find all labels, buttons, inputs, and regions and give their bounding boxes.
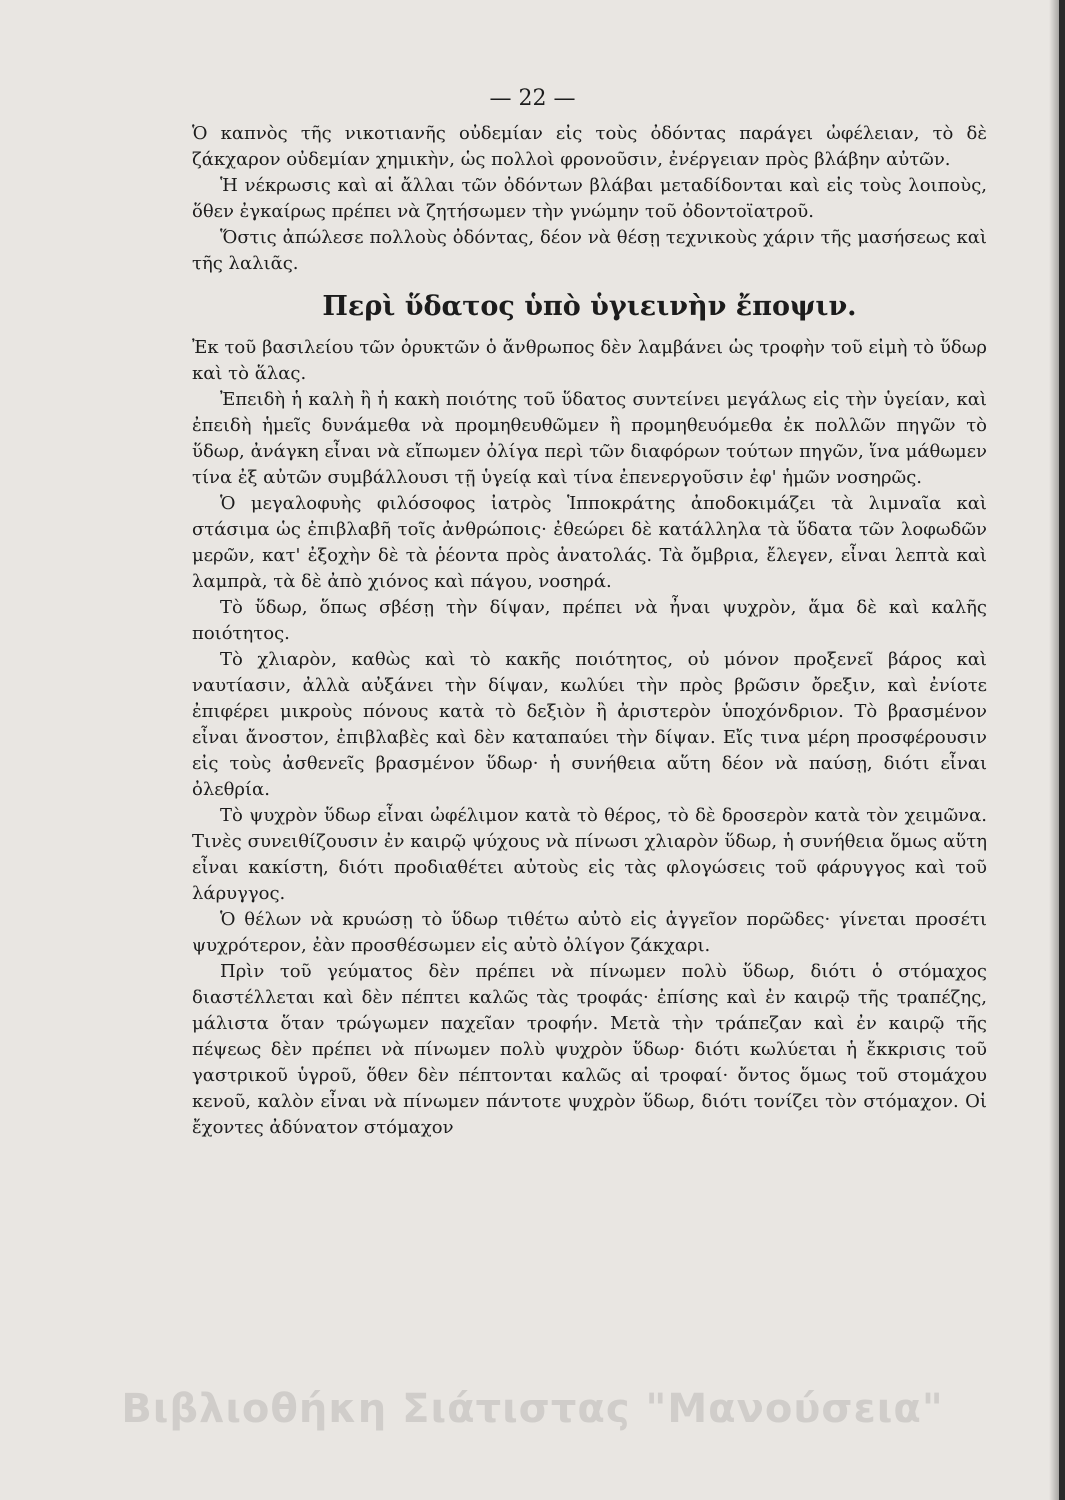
paragraph-lukewarm-water: Τὸ χλιαρὸν, καθὼς καὶ τὸ κακῆς ποιότητος, οὐ μόνον προξενεῖ βάρος καὶ ναυτίασιν, ἀλλὰ αὐξάνει τὴν δίψαν, κωλύει τὴν πρὸς βρῶσιν ὄρεξιν, καὶ ἐνίοτε ἐπιφέρει μικροὺς πόνους κατὰ τὸ δεξιὸν ἢ ἀριστερὸν ὑποχόνδριον. Τὸ βρασμένον εἶναι ἄνοστον, ἐπιβλαβὲς καὶ δὲν καταπαύει τὴν δίψαν. Εἴς τινα μέρη προσφέρουσιν εἰς τοὺς ἀσθενεῖς βρασμένον ὕδωρ· ἡ συνήθεια αὕτη δέον νὰ παύσῃ, διότι εἶναι ὀλεθρία.: [192, 649, 987, 800]
paragraph-cold-water: Τὸ ὕδωρ, ὅπως σβέσῃ τὴν δίψαν, πρέπει νὰ ἦναι ψυχρὸν, ἅμα δὲ καὶ καλῆς ποιότητος.: [192, 597, 987, 644]
page-binding-edge: [1059, 0, 1065, 1500]
paragraph-minerals: Ἐκ τοῦ βασιλείου τῶν ὀρυκτῶν ὁ ἄνθρωπος δὲν λαμβάνει ὡς τροφὴν τοῦ εἰμὴ τὸ ὕδωρ καὶ τὸ ἅλας.: [192, 337, 987, 384]
paragraph-meals: Πρὶν τοῦ γεύματος δὲν πρέπει νὰ πίνωμεν πολὺ ὕδωρ, διότι ὁ στόμαχος διαστέλλεται καὶ δὲν πέπτει καλῶς τὰς τροφάς· ἐπίσης καὶ ἐν καιρῷ τῆς τραπέζης, μάλιστα ὅταν τρώγωμεν παχεῖαν τροφήν. Μετὰ τὴν τράπεζαν καὶ ἐν καιρῷ τῆς πέψεως δὲν πρέπει νὰ πίνωμεν πολὺ ψυχρὸν ὕδωρ· διότι κωλύεται ἡ ἔκκρισις τοῦ γαστρικοῦ ὑγροῦ, ὅθεν δὲν πέπτονται καλῶς αἱ τροφαί· ὄντος ὅμως τοῦ στομάχου κενοῦ, καλὸν εἶναι νὰ πίνωμεν πάντοτε ψυχρὸν ὕδωρ, διότι τονίζει τὸν στόμαχον. Οἱ ἔχοντες ἀδύνατον στόμαχον: [192, 961, 987, 1138]
paragraph-hippocrates: Ὁ μεγαλοφυὴς φιλόσοφος ἰατρὸς Ἱπποκράτης ἀποδοκιμάζει τὰ λιμναῖα καὶ στάσιμα ὡς ἐπιβλαβῆ τοῖς ἀνθρώποις· ἐθεώρει δὲ κατάλληλα τὰ ὕδατα τῶν λοφωδῶν μερῶν, κατ' ἐξοχὴν δὲ τὰ ῥέοντα πρὸς ἀνατολάς. Τὰ ὄμβρια, ἔλεγεν, εἶναι λεπτὰ καὶ λαμπρὰ, τὰ δὲ ἀπὸ χιόνος καὶ πάγου, νοσηρά.: [192, 493, 987, 592]
section-title: Περὶ ὕδατος ὑπὸ ὑγιεινὴν ἔποψιν.: [322, 291, 857, 322]
paragraph-seasons: Τὸ ψυχρὸν ὕδωρ εἶναι ὠφέλιμον κατὰ τὸ θέρος, τὸ δὲ δροσερὸν κατὰ τὸν χειμῶνα. Τινὲς συνειθίζουσιν ἐν καιρῷ ψύχους νὰ πίνωσι χλιαρὸν ὕδωρ, ἡ συνήθεια ὅμως αὕτη εἶναι κακίστη, διότι προδιαθέτει αὐτοὺς εἰς τὰς φλογώσεις τοῦ φάρυγγος καὶ τοῦ λάρυγγος.: [192, 805, 987, 904]
paragraph-lost-teeth: Ὅστις ἀπώλεσε πολλοὺς ὀδόντας, δέον νὰ θέσῃ τεχνικοὺς χάριν τῆς μασήσεως καὶ τῆς λαλιᾶς.: [192, 227, 987, 274]
page-text-body: [192, 121, 987, 1141]
paragraph-cooling: Ὁ θέλων νὰ κρυώσῃ τὸ ὕδωρ τιθέτω αὐτὸ εἰς ἀγγεῖον πορῶδες· γίνεται προσέτι ψυχρότερον, ἐὰν προσθέσωμεν εἰς αὐτὸ ὀλίγον ζάκχαρι.: [192, 909, 987, 956]
paragraph-necrosis: Ἡ νέκρωσις καὶ αἱ ἄλλαι τῶν ὀδόντων βλάβαι μεταδίδονται καὶ εἰς τοὺς λοιποὺς, ὅθεν ἐγκαίρως πρέπει νὰ ζητήσωμεν τὴν γνώμην τοῦ ὀδοντοϊατροῦ.: [192, 175, 987, 222]
page-number: — 22 —: [489, 86, 576, 111]
paragraph-water-quality: Ἐπειδὴ ἡ καλὴ ἢ ἡ κακὴ ποιότης τοῦ ὕδατος συντείνει μεγάλως εἰς τὴν ὑγείαν, καὶ ἐπειδὴ ἡμεῖς δυνάμεθα νὰ προμηθευθῶμεν ἢ προμηθευόμεθα ἐκ πολλῶν πηγῶν τὸ ὕδωρ, ἀνάγκη εἶναι νὰ εἴπωμεν ὀλίγα περὶ τῶν διαφόρων τούτων πηγῶν, ἵνα μάθωμεν τίνα ἐξ αὐτῶν συμβάλλουσι τῇ ὑγείᾳ καὶ τίνα ἐπενεργοῦσιν ἐφ' ἡμῶν νοσηρῶς.: [192, 389, 987, 488]
library-watermark: Βιβλιοθήκη Σιάτιστας "Μανούσεια": [121, 1386, 944, 1432]
paragraph-tobacco: Ὁ καπνὸς τῆς νικοτιανῆς οὐδεμίαν εἰς τοὺς ὀδόντας παράγει ὠφέλειαν, τὸ δὲ ζάκχαρον οὐδεμίαν χημικὴν, ὡς πολλοὶ φρονοῦσιν, ἐνέργειαν πρὸς βλάβην αὐτῶν.: [192, 123, 987, 170]
page-edge-shadow: [1049, 0, 1065, 1500]
